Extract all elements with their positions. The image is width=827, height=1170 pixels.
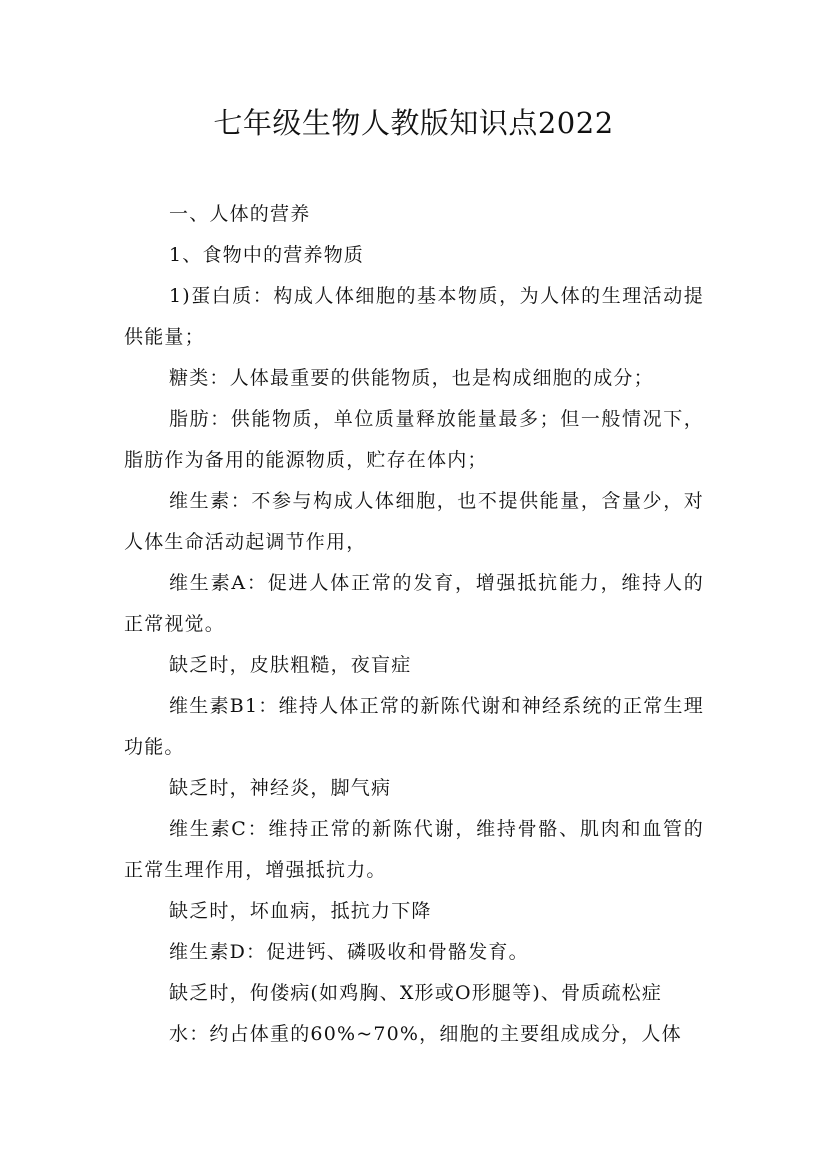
paragraph-vitamin-b1: 维生素B1：维持人体正常的新陈代谢和神经系统的正常生理功能。: [124, 695, 704, 758]
paragraph-vitamin-c-deficiency: 缺乏时，坏血病，抵抗力下降: [169, 900, 432, 922]
paragraph-water: 水：约占体重的60%~70%，细胞的主要组成成分，人体: [169, 1023, 682, 1045]
paragraph-vitamins: 维生素：不参与构成人体细胞，也不提供能量，含量少，对人体生命活动起调节作用，: [124, 490, 704, 553]
paragraph-fat: 脂肪：供能物质，单位质量释放能量最多；但一般情况下，脂肪作为备用的能源物质，贮存在体内；: [124, 408, 704, 471]
document-body: [124, 194, 704, 1055]
paragraph-vitamin-d: 维生素D：促进钙、磷吸收和骨骼发育。: [169, 941, 529, 963]
paragraph-vitamin-a-deficiency: 缺乏时，皮肤粗糙，夜盲症: [169, 654, 412, 676]
paragraph-vitamin-a: 维生素A：促进人体正常的发育，增强抵抗能力，维持人的正常视觉。: [124, 572, 704, 635]
paragraph-vitamin-d-deficiency: 缺乏时，佝偻病(如鸡胸、X形或O形腿等)、骨质疏松症: [169, 982, 663, 1004]
section-heading: 一、人体的营养: [169, 203, 311, 225]
paragraph-protein: 1)蛋白质：构成人体细胞的基本物质，为人体的生理活动提供能量；: [124, 285, 704, 348]
subsection-heading: 1、食物中的营养物质: [169, 244, 365, 266]
document-title: 七年级生物人教版知识点2022: [213, 106, 614, 140]
paragraph-carbohydrates: 糖类：人体最重要的供能物质，也是构成细胞的成分；: [169, 367, 654, 389]
paragraph-vitamin-c: 维生素C：维持正常的新陈代谢，维持骨骼、肌肉和血管的正常生理作用，增强抵抗力。: [124, 818, 704, 881]
paragraph-vitamin-b1-deficiency: 缺乏时，神经炎，脚气病: [169, 777, 392, 799]
